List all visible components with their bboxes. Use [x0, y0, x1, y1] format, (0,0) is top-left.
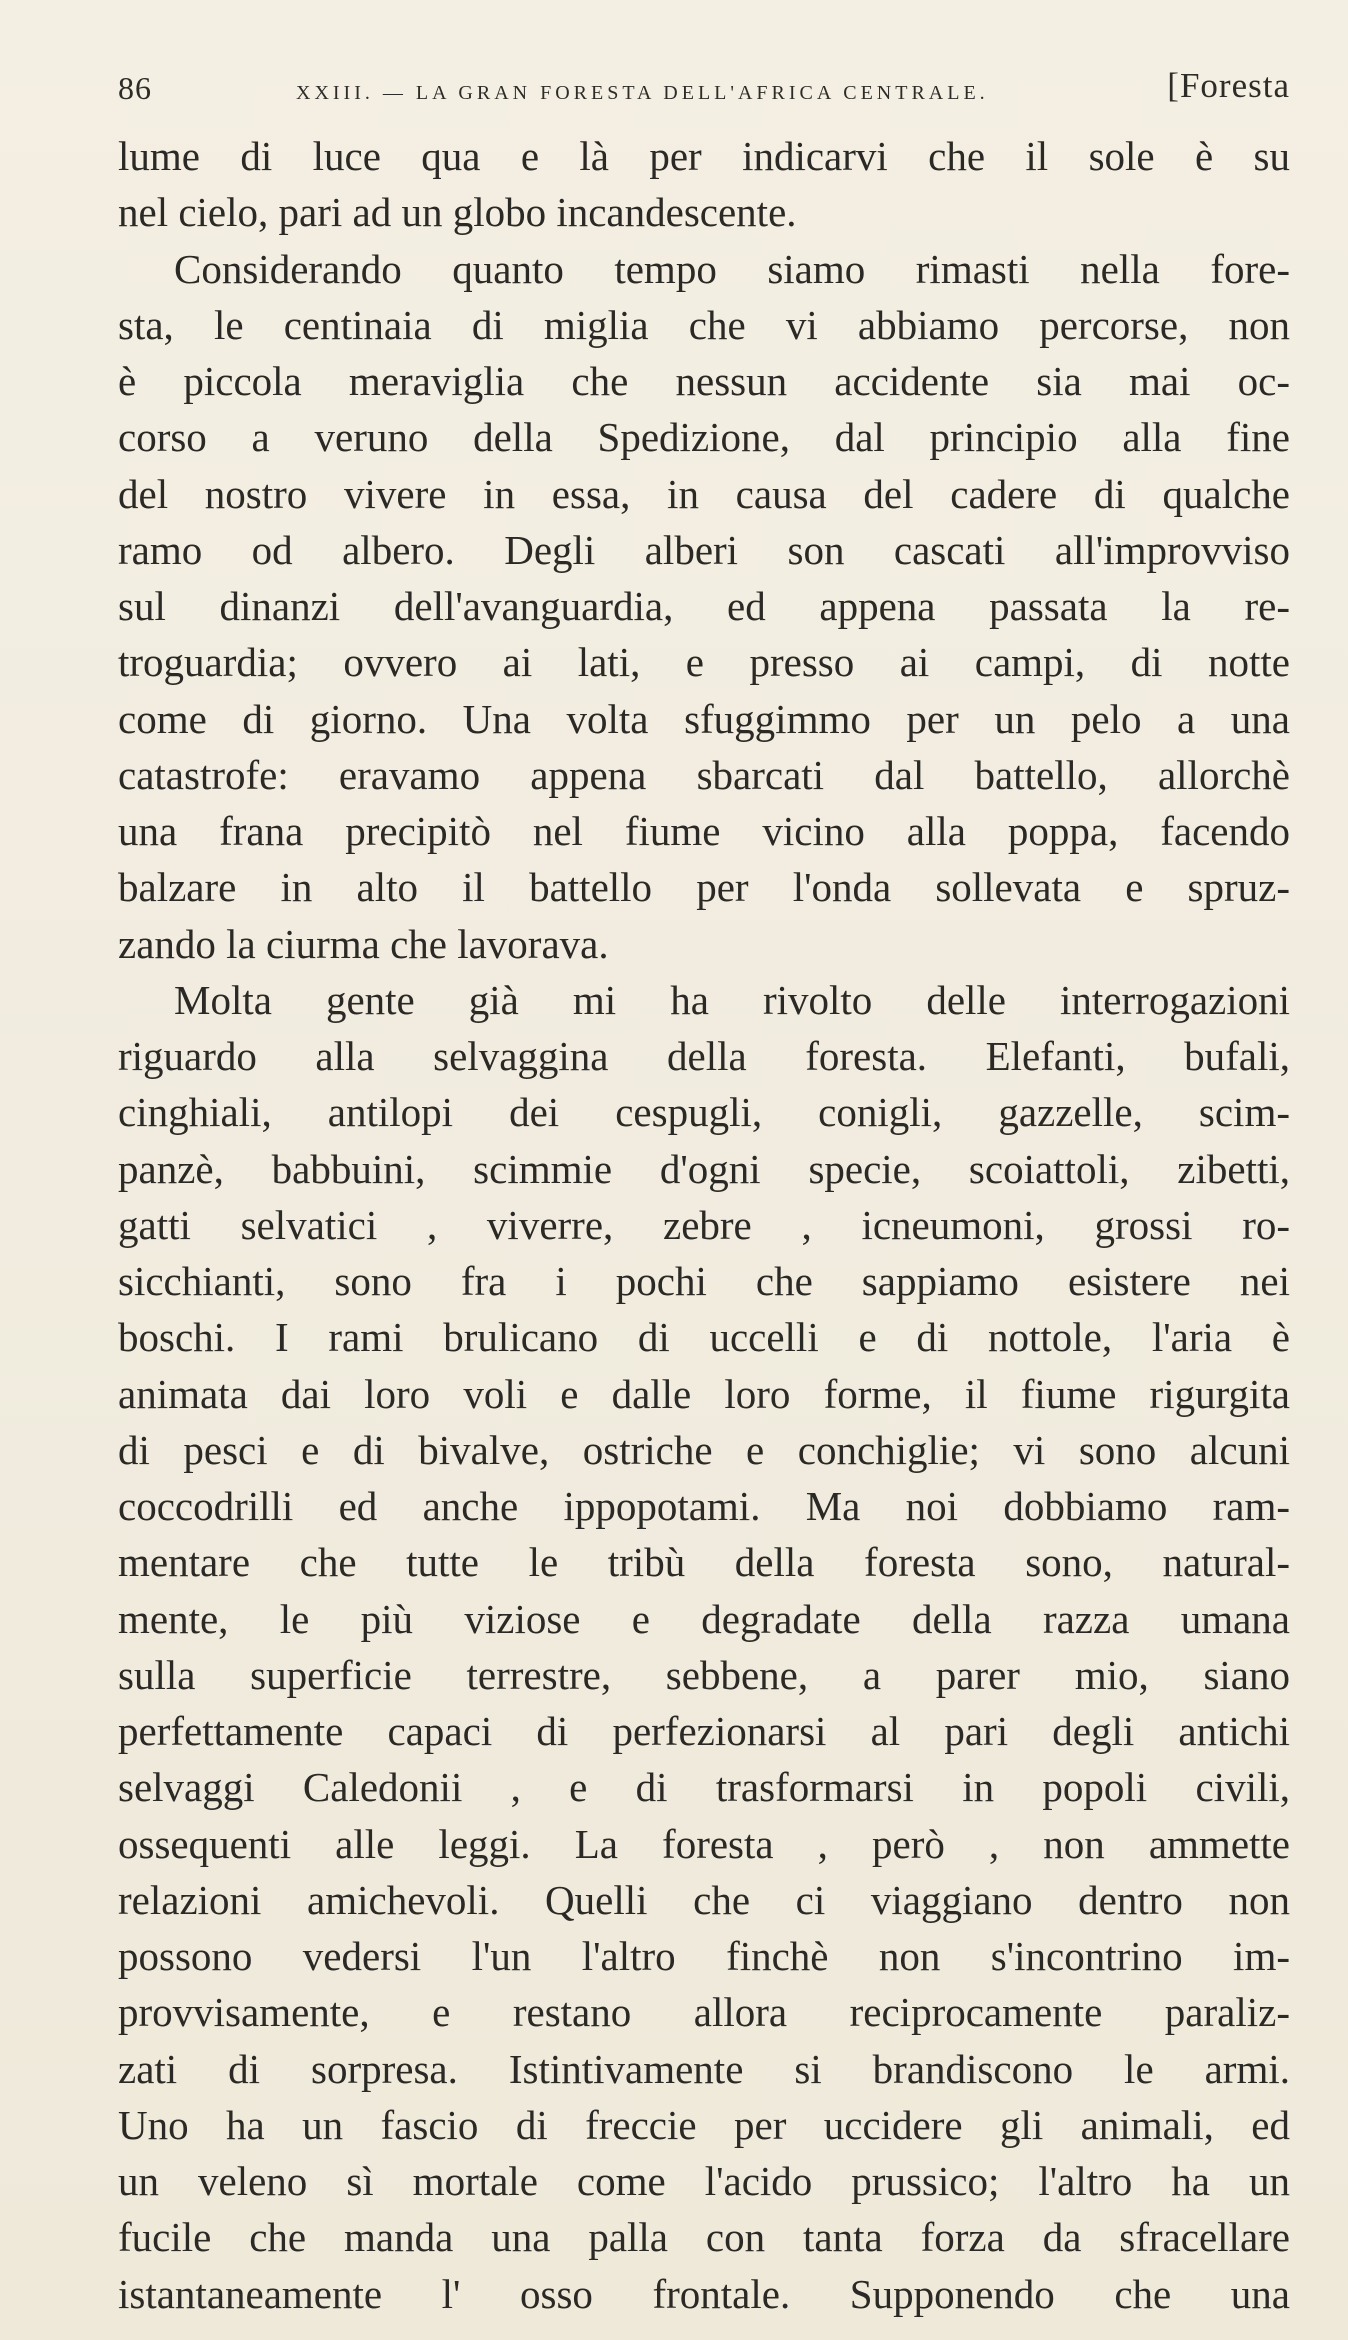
paragraph-start-line: Considerando quanto tempo siamo rimasti nella fore-: [174, 245, 1290, 292]
text-line: troguardia; ovvero ai lati, e presso ai campi, di notte: [118, 639, 1290, 686]
running-title: XXIII. — LA GRAN FORESTA DELL'AFRICA CENTRALE.: [296, 82, 989, 104]
text-line: selvaggi Caledonii , e di trasformarsi in popoli civili,: [118, 1764, 1290, 1811]
text-line: istantaneamente l' osso frontale. Supponendo che una: [118, 2270, 1290, 2317]
text-line: ramo od albero. Degli alberi son cascati all'improvviso: [118, 526, 1290, 573]
text-line: Uno ha un fascio di freccie per uccidere gli animali, ed: [118, 2101, 1290, 2148]
text-line: possono vedersi l'un l'altro finchè non s'incontrino im-: [118, 1933, 1290, 1979]
text-line: zando la ciurma che lavorava.: [118, 920, 609, 967]
text-line: di pesci e di bivalve, ostriche e conchiglie; vi sono alcuni: [118, 1426, 1290, 1473]
page-number: 86: [118, 70, 152, 106]
text-line: provvisamente, e restano allora reciprocamente paraliz-: [118, 1989, 1290, 2036]
text-line: lume di luce qua e là per indicarvi che il sole è su: [118, 133, 1290, 179]
text-line: mentare che tutte le tribù della foresta sono, natural-: [118, 1539, 1290, 1586]
text-line: come di giorno. Una volta sfuggimmo per un pelo a una: [118, 695, 1290, 742]
text-line: panzè, babbuini, scimmie d'ogni specie, scoiattoli, zibetti,: [118, 1145, 1290, 1192]
text-line: coccodrilli ed anche ippopotami. Ma noi dobbiamo ram-: [118, 1483, 1290, 1529]
text-line: balzare in alto il battello per l'onda sollevata e spruz-: [118, 864, 1290, 911]
text-line: cinghiali, antilopi dei cespugli, conigli, gazzelle, scim-: [118, 1089, 1290, 1136]
text-line: relazioni amichevoli. Quelli che ci viaggiano dentro non: [118, 1876, 1290, 1923]
paragraph-start-line: Molta gente già mi ha rivolto delle interrogazioni: [174, 976, 1290, 1023]
running-head: [118, 62, 1290, 112]
text-line: catastrofe: eravamo appena sbarcati dal battello, allorchè: [118, 751, 1290, 798]
text-line: riguardo alla selvaggina della foresta. Elefanti, bufali,: [118, 1033, 1290, 1079]
text-line: ossequenti alle leggi. La foresta , però , non ammette: [118, 1820, 1290, 1867]
section-marker: [Foresta: [1167, 66, 1290, 105]
text-line: boschi. I rami brulicano di uccelli e di nottole, l'aria è: [118, 1314, 1290, 1361]
text-line: zati di sorpresa. Istintivamente si brandiscono le armi.: [118, 2045, 1290, 2092]
text-line: del nostro vivere in essa, in causa del cadere di qualche: [118, 470, 1290, 517]
text-line: fucile che manda una palla con tanta forza da sfracellare: [118, 2214, 1290, 2261]
text-line: mente, le più viziose e degradate della razza umana: [118, 1595, 1290, 1642]
text-line: perfettamente capaci di perfezionarsi al pari degli antichi: [118, 1708, 1290, 1754]
text-line: è piccola meraviglia che nessun accidente sia mai oc-: [118, 358, 1290, 404]
text-line: animata dai loro voli e dalle loro forme, il fiume rigurgita: [118, 1370, 1290, 1417]
text-line: gatti selvatici , viverre, zebre , icneumoni, grossi ro-: [118, 1201, 1290, 1248]
text-line: un veleno sì mortale come l'acido prussico; l'altro ha un: [118, 2158, 1290, 2204]
text-line: corso a veruno della Spedizione, dal principio alla fine: [118, 414, 1290, 461]
text-line: sicchianti, sono fra i pochi che sappiamo esistere nei: [118, 1258, 1290, 1304]
body-text: [118, 128, 1290, 2322]
text-line: sta, le centinaia di miglia che vi abbiamo percorse, non: [118, 301, 1290, 348]
text-line: nel cielo, pari ad un globo incandescente.: [118, 189, 797, 236]
text-line: sul dinanzi dell'avanguardia, ed appena passata la re-: [118, 583, 1290, 629]
text-line: sulla superficie terrestre, sebbene, a parer mio, siano: [118, 1651, 1290, 1698]
text-line: una frana precipitò nel fiume vicino alla poppa, facendo: [118, 808, 1290, 854]
